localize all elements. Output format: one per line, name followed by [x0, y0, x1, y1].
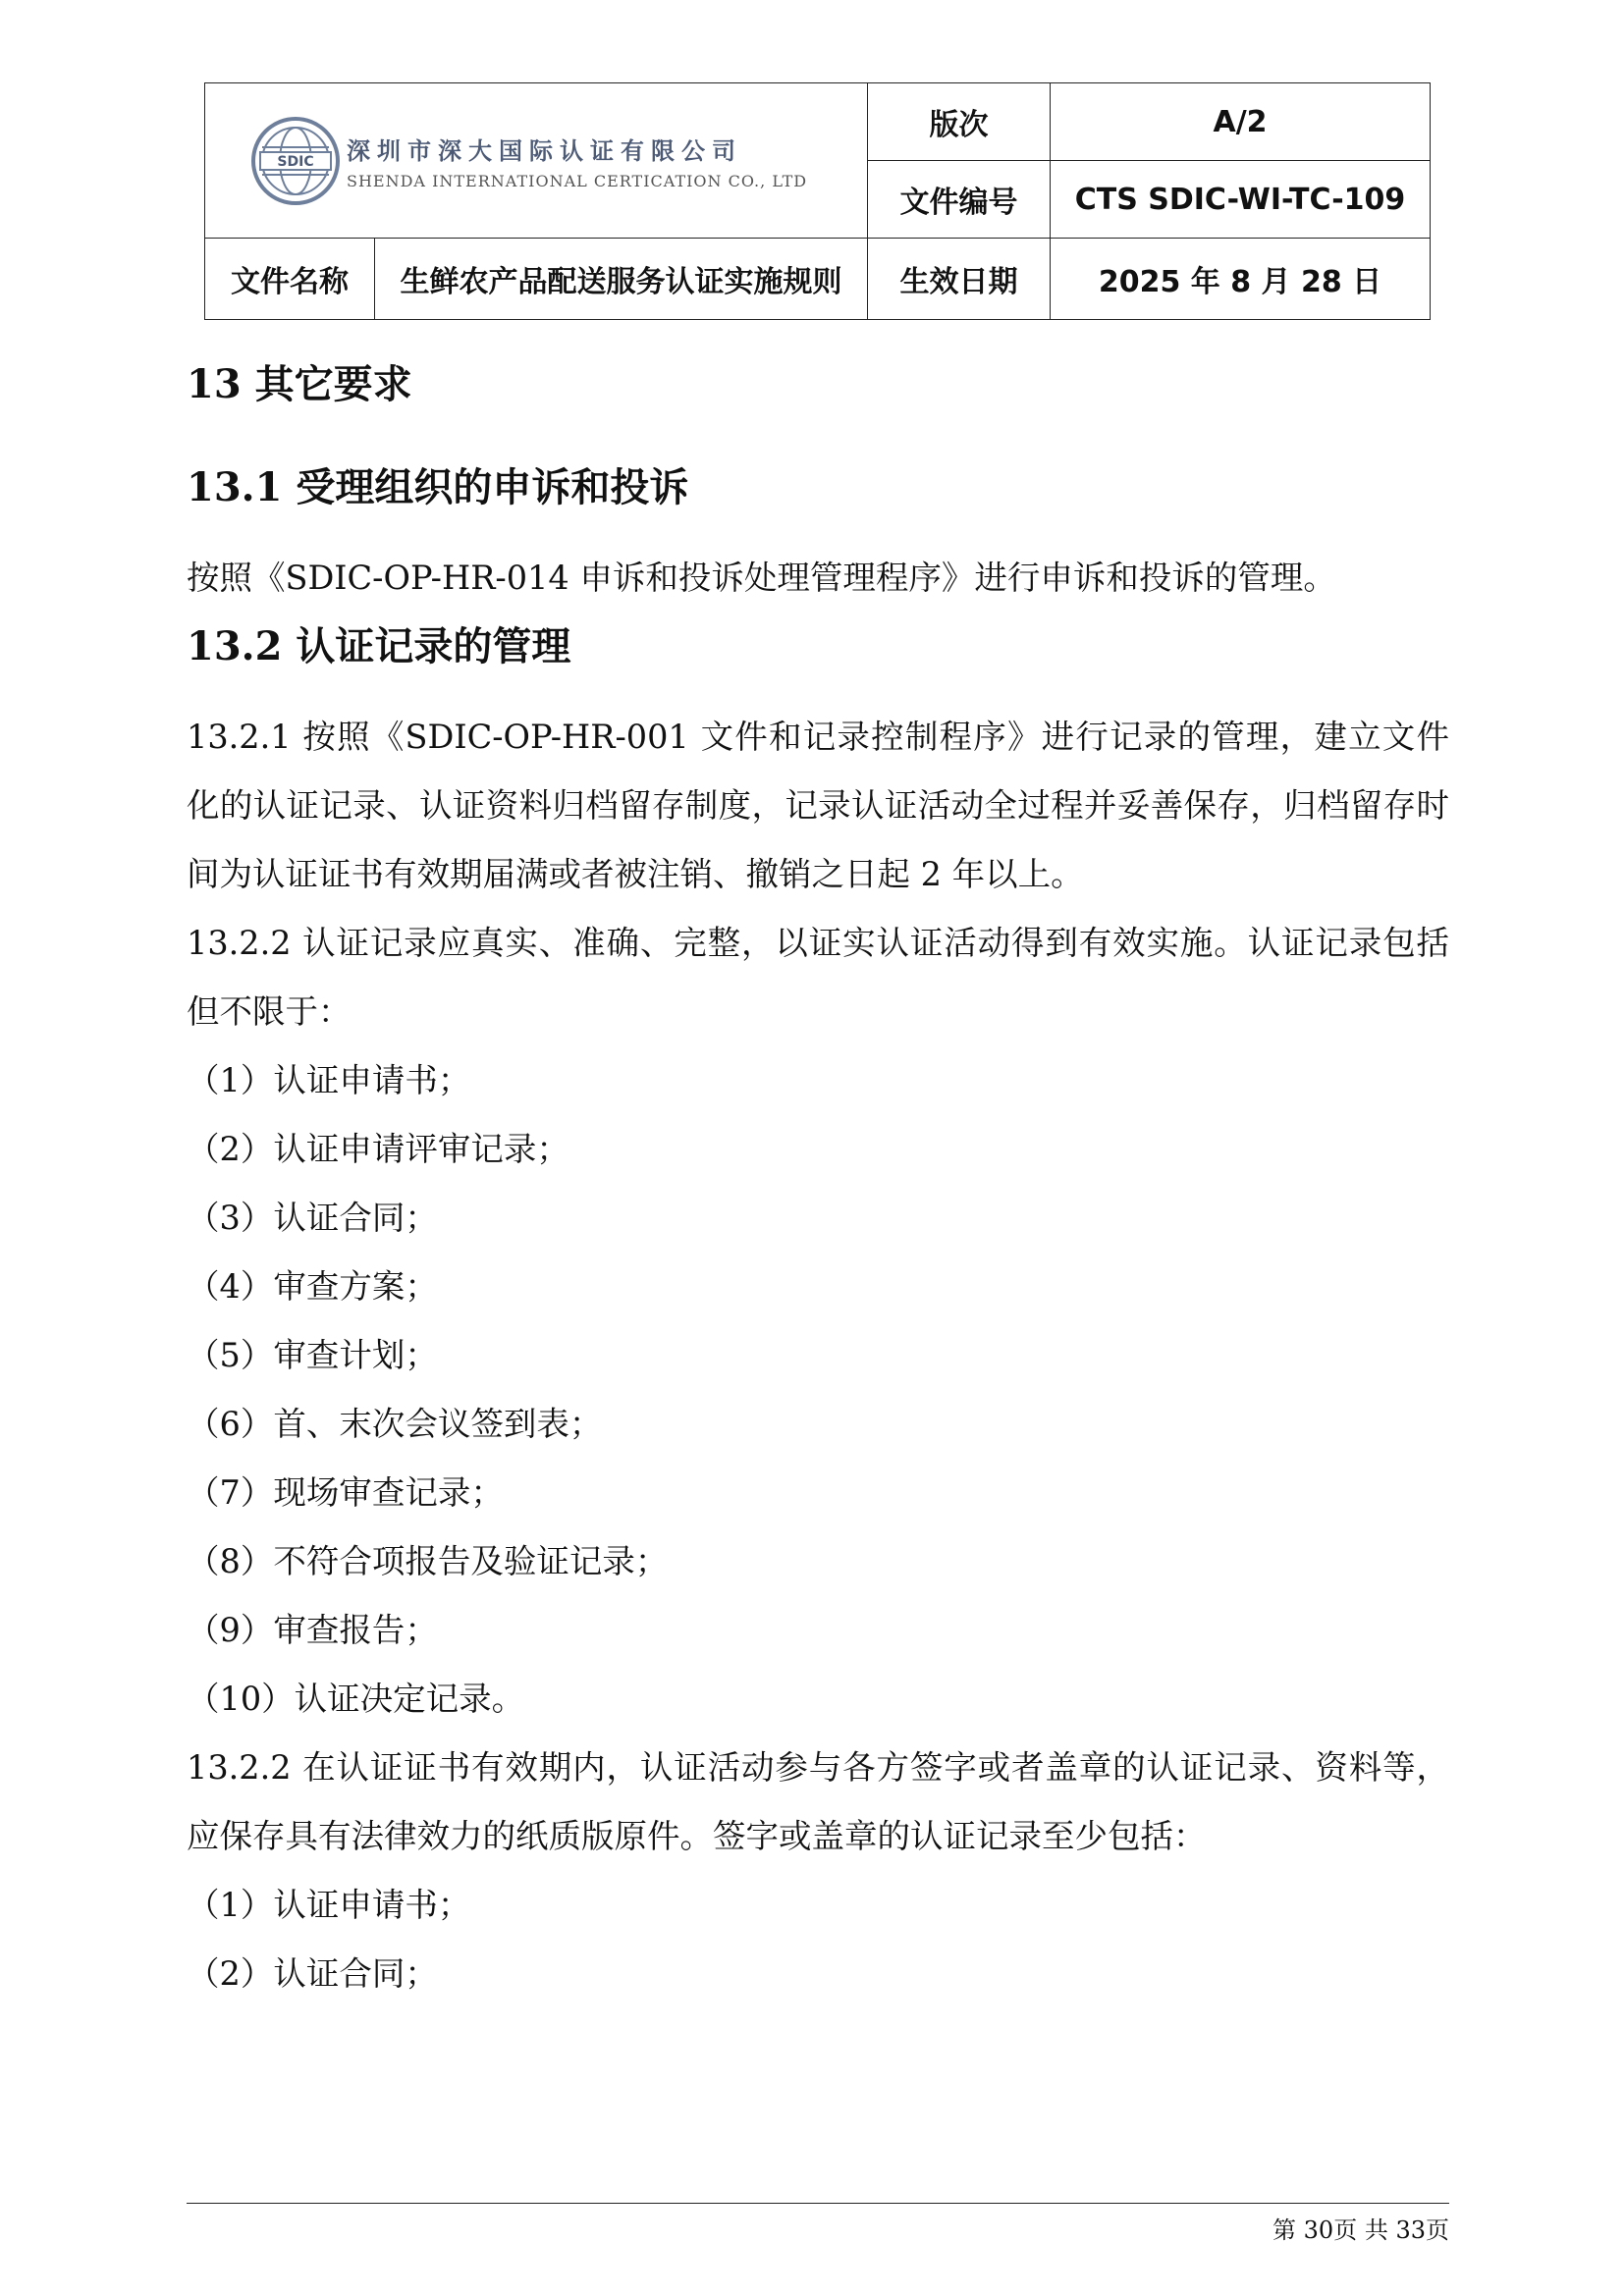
list-item: （9）审查报告； — [187, 1611, 438, 1649]
section-title: 13 其它要求 — [187, 361, 412, 407]
doc-name-label: 文件名称 — [205, 239, 375, 320]
document-body — [187, 346, 1449, 2008]
version-label: 版次 — [868, 83, 1051, 161]
signed-records-list — [187, 1871, 1449, 2008]
effective-date-label: 生效日期 — [868, 239, 1051, 320]
list-item: （2）认证申请评审记录； — [187, 1130, 569, 1168]
document-header-table — [204, 82, 1431, 320]
list-item: （8）不符合项报告及验证记录； — [187, 1542, 669, 1580]
doc-number-value: CTS SDIC-WI-TC-109 — [1051, 161, 1431, 239]
list-item: （6）首、末次会议签到表； — [187, 1405, 603, 1443]
records-list — [187, 1046, 1449, 1734]
list-item: （3）认证合同； — [187, 1199, 438, 1237]
subsection-title-13-2: 13.2 认证记录的管理 — [187, 623, 571, 669]
paragraph-13-2-1: 13.2.1 按照《SDIC-OP-HR-001 文件和记录控制程序》进行记录的管理，建立文件化的认证记录、认证资料归档留存制度，记录认证活动全过程并妥善保存，归档留存时间为认证证书有效期届满或者被注销、撤销之日起 2 年以上。 — [187, 718, 1449, 893]
footer-divider — [187, 2203, 1449, 2204]
page-number: 第 30页 共 33页 — [1272, 2216, 1449, 2244]
company-name-en: SHENDA INTERNATIONAL CERTICATION CO., LTD — [347, 171, 808, 190]
list-item: （4）审查方案； — [187, 1267, 438, 1306]
list-item: （1）认证申请书； — [187, 1061, 471, 1099]
logo-mark-text: SDIC — [277, 153, 314, 170]
list-item: （7）现场审查记录； — [187, 1473, 504, 1512]
version-value: A/2 — [1051, 83, 1431, 161]
list-item: （1）认证申请书； — [187, 1886, 471, 1924]
paragraph-13-2-2: 13.2.2 认证记录应真实、准确、完整，以证实认证活动得到有效实施。认证记录包括但不限于： — [187, 924, 1449, 1031]
list-item: （5）审查计划； — [187, 1336, 438, 1374]
effective-date-value: 2025 年 8 月 28 日 — [1051, 239, 1431, 320]
doc-number-label: 文件编号 — [868, 161, 1051, 239]
company-logo-cell — [205, 83, 868, 239]
paragraph-13-1: 按照《SDIC-OP-HR-014 申诉和投诉处理管理程序》进行申诉和投诉的管理。 — [187, 559, 1336, 597]
list-item: （10）认证决定记录。 — [187, 1680, 525, 1718]
subsection-title-13-1: 13.1 受理组织的申诉和投诉 — [187, 464, 689, 510]
company-name-cn: 深圳市深大国际认证有限公司 — [347, 136, 742, 165]
doc-name-value: 生鲜农产品配送服务认证实施规则 — [375, 239, 868, 320]
paragraph-13-2-2-signed: 13.2.2 在认证证书有效期内，认证活动参与各方签字或者盖章的认证记录、资料等，应保存具有法律效力的纸质版原件。签字或盖章的认证记录至少包括： — [187, 1748, 1449, 1855]
sdic-globe-logo-icon — [250, 116, 341, 206]
list-item: （2）认证合同； — [187, 1954, 438, 1993]
